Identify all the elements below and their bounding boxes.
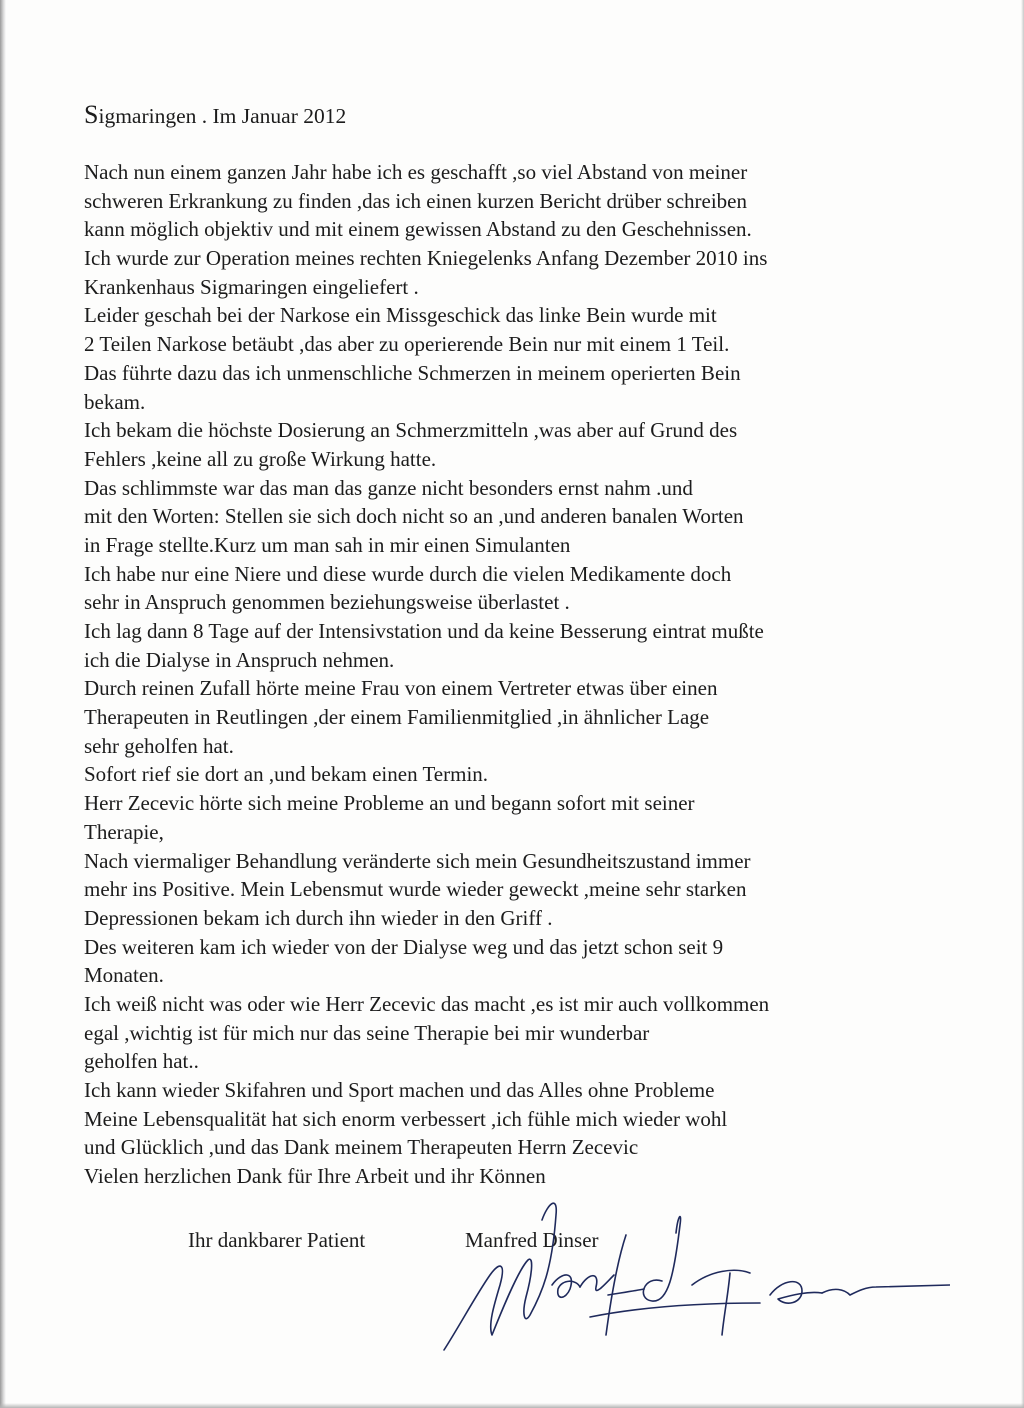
body-line: Des weiteren kam ich wieder von der Dialyse weg und das jetzt schon seit 9 (84, 934, 724, 959)
heading-place-date: igmaringen . Im Januar 2012 (98, 104, 347, 128)
scan-edge-left (0, 0, 6, 1408)
body-line: egal ,wichtig ist für mich nur das seine Therapie bei mir wunderbar (84, 1020, 650, 1045)
handwritten-signature (430, 1175, 950, 1360)
body-line: ich die Dialyse in Anspruch nehmen. (84, 647, 395, 672)
body-line: Das führte dazu das ich unmenschliche Schmerzen in meinem operierten Bein (84, 360, 741, 385)
signature-stroke-tail (822, 1285, 950, 1295)
body-line: und Glücklich ,und das Dank meinem Therapeuten Herrn Zecevic (84, 1135, 639, 1160)
signature-stroke-bar (590, 1303, 760, 1317)
signer-name: Manfred Dinser (465, 1228, 599, 1252)
body-line: Leider geschah bei der Narkose ein Missgeschick das linke Bein wurde mit (84, 303, 717, 328)
body-line: Das schlimmste war das man das ganze nicht besonders ernst nahm .und (84, 475, 693, 500)
body-line: Ich kann wieder Skifahren und Sport machen und das Alles ohne Probleme (84, 1078, 715, 1102)
letter-heading (84, 100, 346, 130)
body-line: mit den Worten: Stellen sie sich doch nicht so an ,und anderen banalen Worten (84, 504, 744, 529)
body-line: Krankenhaus Sigmaringen eingeliefert . (84, 274, 419, 299)
body-line: schweren Erkrankung zu finden ,das ich einen kurzen Bericht drüber schreiben (84, 188, 747, 213)
closing-salutation: Ihr dankbarer Patient (188, 1228, 366, 1252)
body-line: in Frage stellte.Kurz um man sah in mir einen Simulanten (84, 532, 571, 557)
body-line: Vielen herzlichen Dank für Ihre Arbeit und ihr Können (84, 1164, 546, 1189)
body-line: Sofort rief sie dort an ,und bekam einen Termin. (84, 762, 489, 787)
letter-body (84, 158, 984, 1191)
signature-stroke-a (552, 1275, 580, 1297)
signature-stroke-n (580, 1275, 614, 1290)
body-line: Ich bekam die höchste Dosierung an Schmerzmitteln ,was aber auf Grund des (84, 418, 738, 443)
body-line: geholfen hat.. (84, 1049, 199, 1074)
body-line: Ich wurde zur Operation meines rechten Kniegelenks Anfang Dezember 2010 ins (84, 246, 768, 271)
signature-stroke-e (770, 1282, 822, 1304)
body-line: Fehlers ,keine all zu große Wirkung hatte. (84, 446, 437, 471)
body-line: Monaten. (84, 963, 164, 988)
body-line: Nach nun einem ganzen Jahr habe ich es geschafft ,so viel Abstand von meiner (84, 160, 748, 184)
body-line: Ich habe nur eine Niere und diese wurde durch die vielen Medikamente doch (84, 561, 732, 586)
body-line: sehr geholfen hat. (84, 733, 234, 758)
body-line: Herr Zecevic hörte sich meine Probleme an und begann sofort mit seiner (84, 791, 695, 816)
body-line: Therapie, (84, 819, 164, 844)
signature-stroke-m (444, 1203, 556, 1350)
body-line: mehr ins Positive. Mein Lebensmut wurde wieder geweckt ,meine sehr starken (84, 877, 747, 902)
body-line: Therapeuten in Reutlingen ,der einem Familienmitglied ,in ähnlicher Lage (84, 705, 710, 730)
body-line: Depressionen bekam ich durch ihn wieder in den Griff . (84, 905, 553, 930)
body-line: kann möglich objektiv und mit einem gewissen Abstand zu den Geschehnissen. (84, 217, 752, 242)
body-line: sehr in Anspruch genommen beziehungsweise überlastet . (84, 590, 570, 615)
heading-initial: S (84, 100, 99, 129)
signature-stroke-f (606, 1235, 644, 1335)
body-line: 2 Teilen Narkose betäubt ,das aber zu operierende Bein nur mit einem 1 Teil. (84, 332, 730, 357)
body-line: bekam. (84, 389, 146, 414)
body-line: Nach viermaliger Behandlung veränderte sich mein Gesundheitszustand immer (84, 848, 751, 873)
body-line: Ich weiß nicht was oder wie Herr Zecevic das macht ,es ist mir auch vollkommen (84, 991, 770, 1016)
body-line: Meine Lebensqualität hat sich enorm verbessert ,ich fühle mich wieder wohl (84, 1106, 728, 1131)
body-line: Durch reinen Zufall hörte meine Frau von einem Vertreter etwas über einen (84, 676, 718, 701)
signature-stroke-d (643, 1217, 680, 1302)
body-line: Ich lag dann 8 Tage auf der Intensivstation und da keine Besserung eintrat mußte (84, 619, 764, 643)
scan-edge-bottom (0, 1403, 1024, 1408)
